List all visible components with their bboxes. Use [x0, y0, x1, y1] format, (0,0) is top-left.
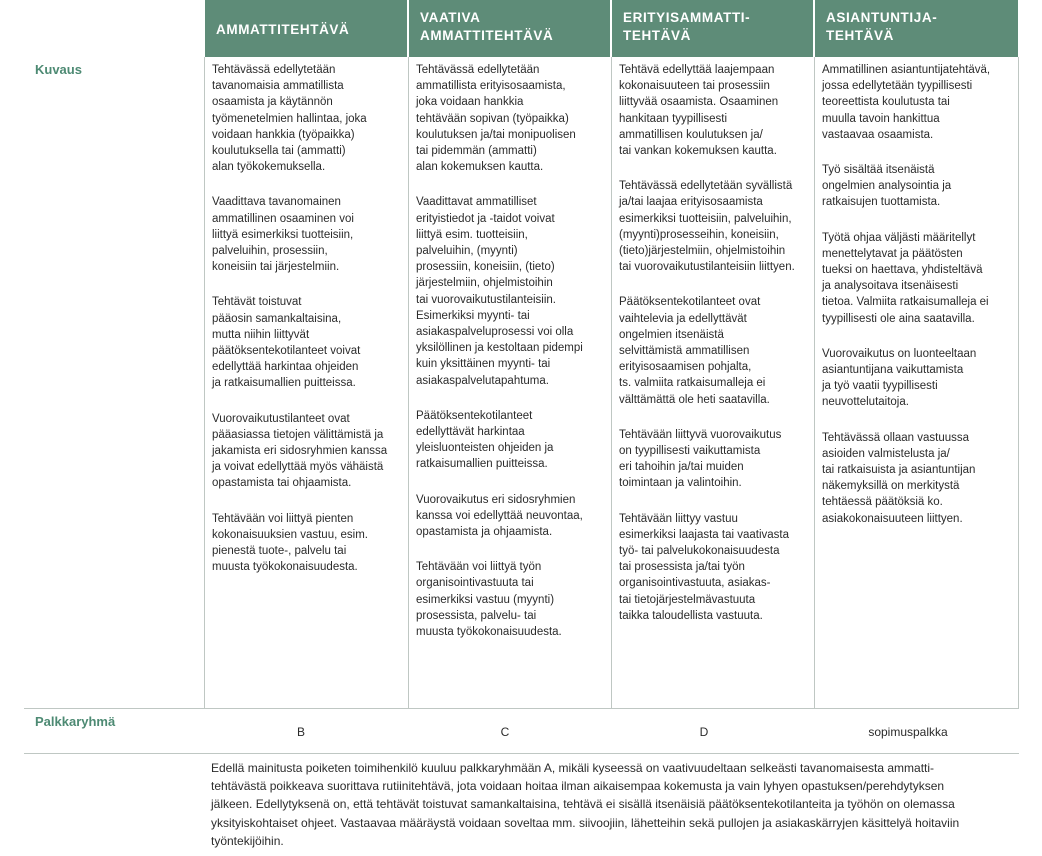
salary-grade-c: C	[500, 725, 510, 739]
header-line: TEHTÄVÄ	[826, 28, 894, 43]
header-line: TEHTÄVÄ	[623, 28, 691, 43]
header-erityisammattitehtava	[612, 0, 813, 57]
paragraph: Vuorovaikutus on luonteeltaan asiantuntijana vaikuttamista ja työ vaatii tyypillisesti neuvottelutaitoja.	[822, 347, 977, 409]
salary-grade-b: B	[296, 725, 305, 739]
paragraph: Ammatillinen asiantuntijatehtävä, jossa edellytetään tyypillisesti teoreettista koulutusta tai muulla tavoin hankittua vastaavaa osaamista.	[822, 64, 991, 141]
paragraph: Päätöksentekotilanteet ovat vaihtelevia ja edellyttävät ongelmien itsenäistä selvittämistä ammatillisen erityisosaamisen pohjalta, ts. valmiita ratkaisumalleja ei välttämättä ole heti saatavilla.	[619, 296, 770, 406]
description-cell-vaativa-ammattitehtava	[409, 57, 611, 708]
column-divider	[1018, 57, 1019, 708]
paragraph: Vaadittavat ammatilliset erityistiedot ja -taidot voivat liittyä esim. tuotteisiin, palveluihin, (myynti) prosessiin, koneisiin, (tieto) järjestelmiin, ohjelmistoihin tai vuorovaikutustilanteisiin. Esimerkiksi myynti- tai asiakaspalveluprosessi voi olla yksilöllinen ja kestoltaan pidempi kuin yksittäinen myynti- tai asiakaspalvelutapahtuma.	[416, 196, 583, 387]
footnote-line: tehtävästä poikkeava suorittava rutiinitehtävä, jota voidaan hoitaa ilman aikaisempaa kokemusta ja vain lyhyen opastuksen/perehdytyksen	[211, 779, 945, 794]
paragraph: Päätöksentekotilanteet edellyttävät harkintaa yleisluonteisten ohjeiden ja ratkaisumallien puitteissa.	[416, 409, 554, 471]
header-line: AMMATTITEHTÄVÄ	[420, 28, 554, 43]
paragraph: Tehtävä edellyttää laajempaan kokonaisuuteen tai prosessiin liittyvää osaamista. Osaaminen hankitaan tyypillisesti ammatillisen koulutuksen ja/ tai vankan kokemuksen kautta.	[619, 64, 779, 158]
row-divider	[24, 708, 1019, 709]
footnote-line: jälkeen. Edellytyksenä on, että tehtävät toistuvat samankaltaisina, tehtävä ei sisällä itsenäisiä päätöksentekotilanteita ja työhön on olemassa	[211, 797, 955, 812]
paragraph: Vuorovaikutustilanteet ovat pääasiassa tietojen välittämistä ja jakamista eri sidosryhmien kanssa ja voivat edellyttää myös vähäistä opastamista tai ohjaamista.	[212, 412, 388, 490]
paragraph: Työtä ohjaa väljästi määritellyt menettelytavat ja päätösten tueksi on haettava, yhdisteltävä ja analysoitava itsenäisesti tietoa. Valmiita ratkaisumalleja ei tyypillisesti ole aina saatavilla.	[822, 231, 989, 325]
footnote	[211, 759, 1011, 850]
footnote-line: Edellä mainitusta poiketen toimihenkilö kuuluu palkkaryhmään A, mikäli kyseessä on vaativuudeltaan selkeästi tavanomaisesta ammatti-	[211, 761, 935, 775]
header-line: VAATIVA	[420, 10, 481, 25]
header-line: AMMATTITEHTÄVÄ	[216, 22, 350, 37]
paragraph: Tehtävässä edellytetään syvällistä ja/tai laajaa erityisosaamista esimerkiksi tuotteisiin, palveluihin, (myynti)prosesseihin, koneisiin, (tieto)järjestelmiin, ohjelmistoihin tai vuorovaikutustilanteisiin liittyen.	[619, 180, 795, 274]
description-cell-erityisammattitehtava	[612, 57, 814, 708]
description-cell-asiantuntijatehtava	[815, 57, 1018, 708]
paragraph: Tehtävässä edellytetään ammatillista erityisosaamista, joka voidaan hankkia tehtävään sopivan (työpaikka) koulutuksen ja/tai monipuolisen tai pidemmän (ammatti) alan kokemuksen kautta.	[416, 64, 576, 174]
paragraph: Tehtävään voi liittyä pienten kokonaisuuksien vastuu, esim. pienestä tuote-, palvelu tai muusta työkokonaisuudesta.	[212, 512, 368, 574]
row-divider	[24, 753, 1019, 754]
row-label-salary-group: Palkkaryhmä	[35, 714, 116, 729]
description-cell-ammattitehtava	[205, 57, 408, 708]
paragraph: Vuorovaikutus eri sidosryhmien kanssa voi edellyttää neuvontaa, opastamista ja ohjaamista.	[416, 493, 583, 539]
header-asiantuntijatehtava	[815, 0, 1018, 57]
paragraph: Tehtävään voi liittyä työn organisointivastuuta tai esimerkiksi vastuu (myynti) prosessista, palvelu- tai muusta työkokonaisuudesta.	[416, 561, 562, 639]
footnote-line: yksityiskohtaiset ohjeet. Vastaavaa määräystä voidaan soveltaa mm. siivoojiin, lähetteihin sekä pullojen ja asiakaskärryjen käsittelyä hoitaviin	[211, 815, 960, 830]
paragraph: Tehtävään liittyvä vuorovaikutus on tyypillisesti vaikuttamista eri tahoihin ja/tai muiden toimintaan ja valintoihin.	[619, 428, 782, 490]
salary-grade-contract: sopimuspalkka	[868, 725, 948, 739]
paragraph: Vaadittava tavanomainen ammatillinen osaaminen voi liittyä esimerkiksi tuotteisiin, palveluihin, prosessiin, koneisiin tai järjestelmiin.	[212, 196, 354, 274]
header-line: ERITYISAMMATTI-	[623, 10, 751, 25]
footnote-line: työntekijöihin.	[211, 833, 284, 848]
header-line: ASIANTUNTIJA-	[826, 10, 938, 25]
paragraph: Tehtävässä ollaan vastuussa asioiden valmistelusta ja/ tai ratkaisuista ja asiantuntijan näkemyksillä on merkitystä tehtäessä päätöksiä ko. asiakokonaisuuteen liittyen.	[822, 431, 976, 525]
salary-grade-d: D	[699, 725, 709, 739]
paragraph: Tehtävässä edellytetään tavanomaisia ammatillista osaamista ja käytännön työmenetelmien hallintaa, joka voidaan hankkia (työpaikka) koulutuksella tai (ammatti) alan työkokemuksella.	[212, 64, 367, 174]
header-ammattitehtava	[205, 0, 407, 57]
header-vaativa-ammattitehtava	[409, 0, 610, 57]
paragraph: Tehtävään liittyy vastuu esimerkiksi laajasta tai vaativasta työ- tai palvelukokonaisuudesta tai prosessista ja/tai työn organisointivastuuta, asiakas- tai tietojärjestelmävastuuta taikka taloudellista vastuuta.	[619, 512, 790, 622]
row-label-description: Kuvaus	[35, 62, 82, 77]
paragraph: Työ sisältää itsenäistä ongelmien analysointia ja ratkaisujen tuottamista.	[822, 164, 952, 209]
paragraph: Tehtävät toistuvat pääosin samankaltaisina, mutta niihin liittyvät päätöksentekotilanteet voivat edellyttää harkintaa ohjeiden ja ratkaisumallien puitteissa.	[212, 296, 361, 390]
